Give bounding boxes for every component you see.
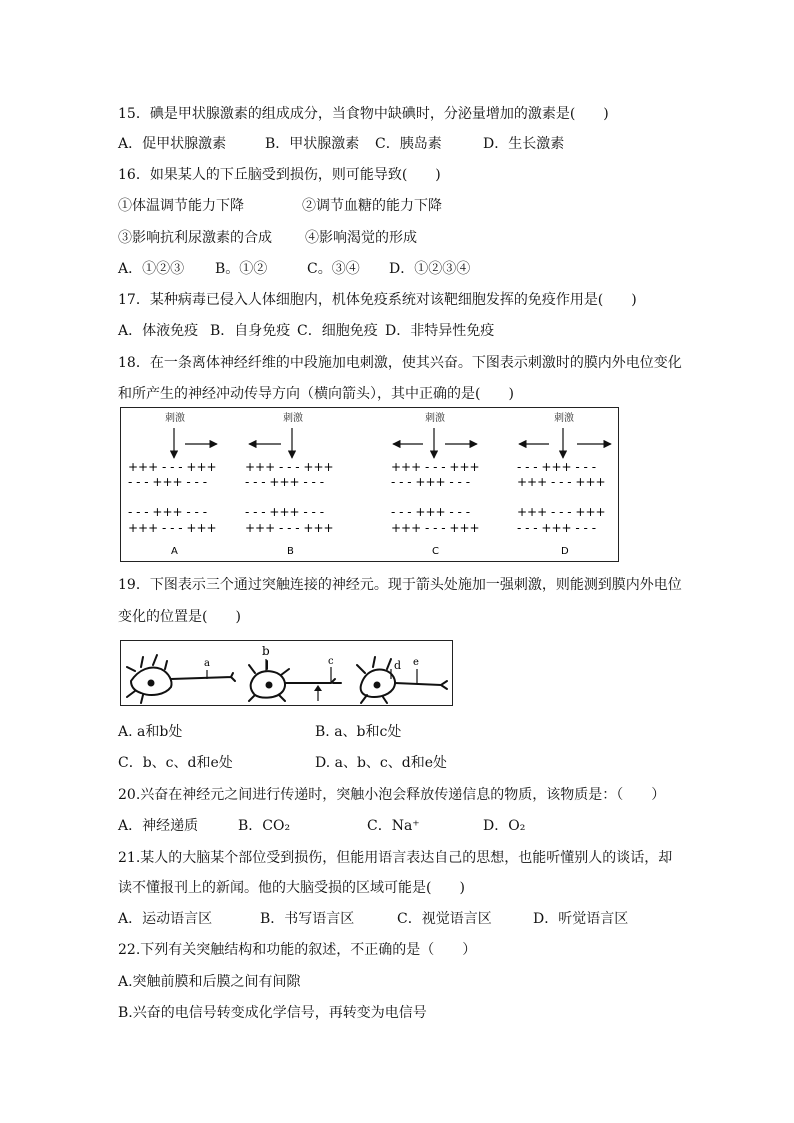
q19-option-d: D. a、b、c、d和e处 — [315, 755, 448, 771]
q16-stem: 16．如果某人的下丘脑受到损伤，则可能导致( ) — [118, 167, 441, 183]
panel-label: B — [287, 546, 294, 557]
q16-item-1: ①体温调节能力下降 — [118, 198, 244, 214]
point-a-label: a — [204, 658, 210, 669]
membrane-outer-bottom: - - - +++ - - - — [517, 521, 597, 535]
membrane-inner-bottom: - - - +++ - - - — [128, 505, 208, 519]
membrane-inner-bottom: - - - +++ - - - — [245, 505, 325, 519]
axon-2 — [285, 679, 341, 683]
q16-item-4: ④影响渴觉的形成 — [305, 230, 417, 246]
stimulus-label: 刺激 — [554, 413, 574, 424]
q21-option-d: D．听觉语言区 — [533, 911, 629, 927]
q20-stem: 20.兴奋在神经元之间进行传递时，突触小泡会释放传递信息的物质，该物质是：（ ） — [118, 787, 666, 803]
membrane-outer-top: - - - +++ - - - — [517, 460, 597, 474]
membrane-inner-bottom: +++ - - - +++ — [517, 505, 606, 519]
membrane-outer-top: +++ - - - +++ — [245, 460, 334, 474]
q17-stem: 17．某种病毒已侵入人体细胞内，机体免疫系统对该靶细胞发挥的免疫作用是( ) — [118, 292, 637, 308]
point-e-label: e — [413, 657, 419, 668]
q19-option-a: A. a和b处 — [118, 724, 183, 740]
membrane-outer-bottom: +++ - - - +++ — [245, 521, 334, 535]
q21-stem-line1: 21.某人的大脑某个部位受到损伤，但能用语言表达自己的思想，也能听懂别人的谈话，却 — [118, 850, 673, 866]
q18-panel-c — [391, 411, 480, 557]
q18-stem-line1: 18．在一条离体神经纤维的中段施加电刺激，使其兴奋。下图表示刺激时的膜内外电位变化 — [118, 355, 682, 371]
membrane-inner-top: - - - +++ - - - — [128, 475, 208, 489]
q21-stem-line2: 读不懂报刊上的新闻。他的大脑受损的区域可能是( ) — [118, 880, 465, 896]
q16-option-c: C。③④ — [307, 261, 360, 277]
q15-option-d: D．生长激素 — [483, 136, 565, 152]
membrane-outer-top: +++ - - - +++ — [391, 460, 480, 474]
q22-stem: 22.下列有关突触结构和功能的叙述，不正确的是（ ） — [118, 942, 477, 958]
neuron-2-dendrites — [249, 661, 289, 701]
q19-stem-line1: 19．下图表示三个通过突触连接的神经元。现于箭头处施加一强刺激，则能测到膜内外电位 — [118, 577, 682, 593]
stimulus-label: 刺激 — [165, 413, 185, 424]
q17-option-b: B．自身免疫 — [210, 323, 291, 339]
neuron-3-nucleus — [374, 682, 381, 689]
panel-label: A — [171, 546, 178, 557]
panel-label: C — [432, 546, 439, 557]
q20-option-b: B．CO₂ — [238, 818, 291, 834]
q20-option-d: D．O₂ — [483, 818, 526, 834]
axon-1 — [171, 673, 235, 681]
q16-option-d: D．①②③④ — [389, 261, 471, 277]
membrane-outer-top: +++ - - - +++ — [128, 460, 217, 474]
membrane-inner-top: - - - +++ - - - — [245, 475, 325, 489]
q16-option-b: B。①② — [215, 261, 268, 277]
q22-option-b: B.兴奋的电信号转变成化学信号，再转变为电信号 — [118, 1005, 427, 1021]
q21-option-b: B．书写语言区 — [260, 911, 355, 927]
point-d-label: d — [394, 659, 402, 672]
q18-panel-a — [128, 411, 217, 557]
q22-option-a: A.突触前膜和后膜之间有间隙 — [118, 974, 301, 990]
membrane-inner-top: - - - +++ - - - — [391, 475, 471, 489]
point-c-label: c — [328, 656, 334, 667]
q15-option-a: A．促甲状腺激素 — [118, 136, 227, 152]
q17-option-c: C．细胞免疫 — [297, 323, 378, 339]
q15-option-c: C．胰岛素 — [375, 136, 442, 152]
q18-panel-b — [245, 411, 334, 557]
q15-stem: 15．碘是甲状腺激素的组成成分，当食物中缺碘时，分泌量增加的激素是( ) — [118, 106, 609, 122]
neuron-2-nucleus — [266, 682, 273, 689]
q20-option-c: C．Na⁺ — [367, 818, 420, 834]
stimulus-arrowhead — [314, 685, 322, 691]
panel-label: D — [561, 546, 569, 557]
q19-neuron-figure — [120, 640, 453, 706]
q16-item-2: ②调节血糖的能力下降 — [302, 198, 442, 214]
q17-option-d: D．非特异性免疫 — [385, 323, 495, 339]
q16-option-a: A．①②③ — [118, 261, 185, 277]
q15-option-b: B．甲状腺激素 — [265, 136, 360, 152]
axon-3 — [395, 681, 447, 689]
q16-item-3: ③影响抗利尿激素的合成 — [118, 230, 272, 246]
q19-stem-line2: 变化的位置是( ) — [118, 609, 241, 625]
neuron-1-nucleus — [148, 680, 155, 687]
membrane-inner-bottom: - - - +++ - - - — [391, 505, 471, 519]
membrane-inner-top: +++ - - - +++ — [517, 475, 606, 489]
q19-option-b: B. a、b和c处 — [315, 724, 402, 740]
stimulus-label: 刺激 — [425, 413, 445, 424]
q21-option-a: A．运动语言区 — [118, 911, 213, 927]
q17-option-a: A．体液免疫 — [118, 323, 199, 339]
point-b-label: b — [262, 644, 270, 658]
membrane-outer-bottom: +++ - - - +++ — [128, 521, 217, 535]
q20-option-a: A．神经递质 — [118, 818, 199, 834]
q18-stem-line2: 和所产生的神经冲动传导方向（横向箭头），其中正确的是( ) — [118, 386, 514, 402]
q18-panel-d — [517, 411, 611, 557]
q18-figure — [120, 407, 619, 562]
membrane-outer-bottom: +++ - - - +++ — [391, 521, 480, 535]
q19-option-c: C．b、c、d和e处 — [118, 755, 233, 771]
q21-option-c: C．视觉语言区 — [397, 911, 492, 927]
stimulus-label: 刺激 — [283, 413, 303, 424]
